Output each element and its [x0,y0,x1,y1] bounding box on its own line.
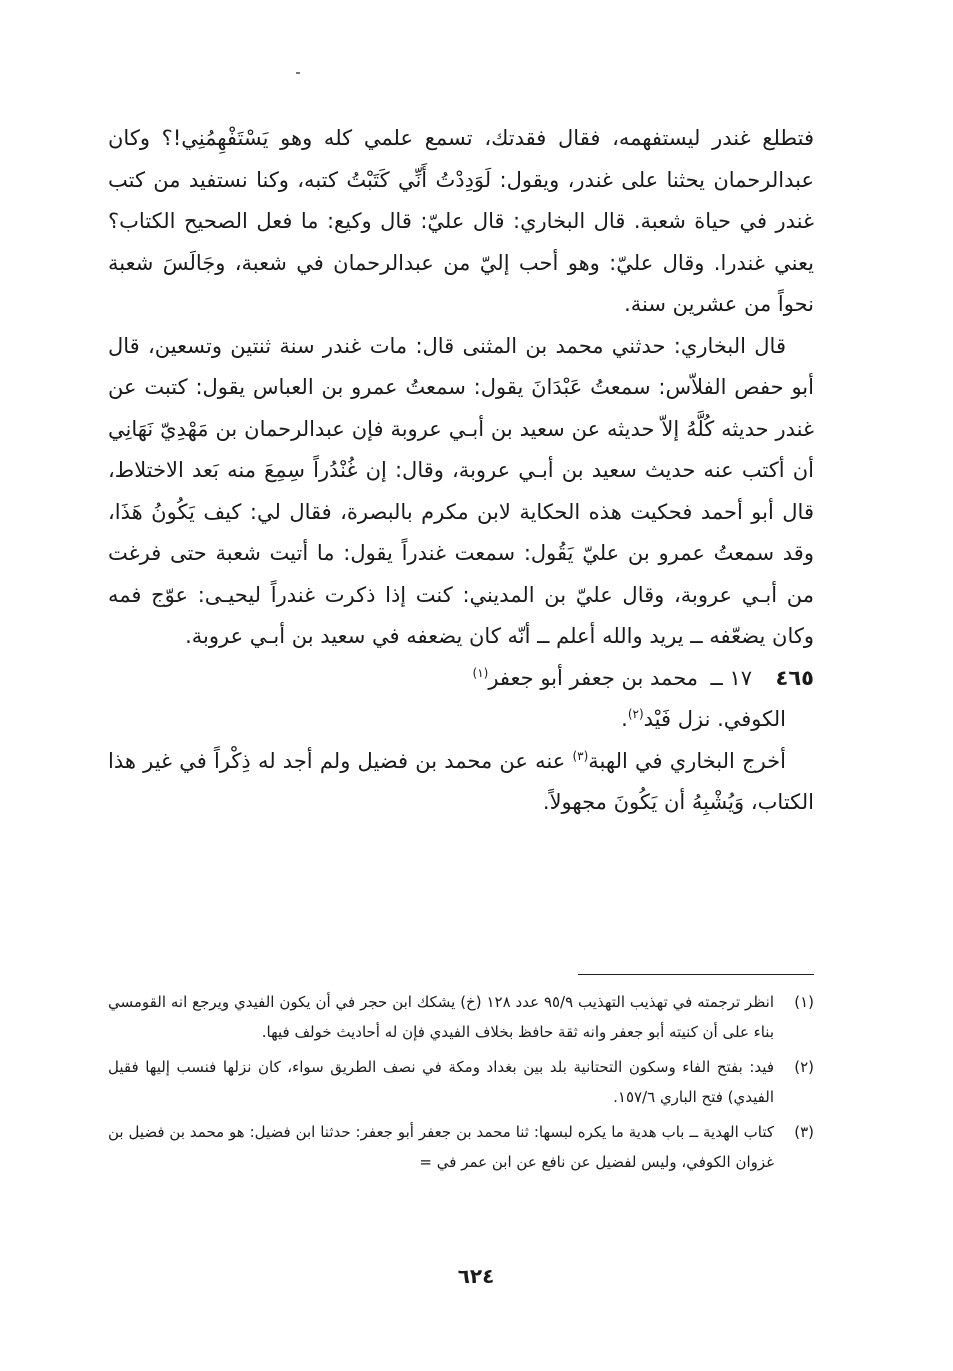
entry-number: ٤٦٥ [775,665,814,690]
footnote-ref-3: (٣) [572,748,589,763]
footnote-2 [108,1053,814,1112]
main-text [108,118,814,824]
footnote-text: انظر ترجمته في تهذيب التهذيب ٩٥/٩ عدد ١٢٨ (خ) يشكك ابن حجر في أن يكون الفيدي ويرجع انه القومسي بناء على أن كنيته أبو جعفر وانه ثقة حافظ بخلاف الفيدي فإن له أحاديث خولف فيها. [108,993,774,1041]
footnote-ref-1: (١) [472,665,489,680]
paragraph-2: قال البخاري: حدثني محمد بن المثنى قال: مات غندر سنة ثنتين وتسعين، قال أبو حفص الفلاّس: سمعتُ عَبْدَانَ يقول: سمعتُ عمرو بن العباس يقول: كتبت عن غندر حديثه كُلَّهُ إلاّ حديثه عن سعيد بن أبـي عروبة فإن عبدالرحمان بن مَهْدِيّ نَهَانِي أن أكتب عنه حديث سعيد بن أبـي عروبة، وقال: إن غُنْدُراً سِمِعَ منه بَعد الاختلاط، قال أبو أحمد فحكيت هذه الحكاية لابن مكرم بالبصرة، فقال لي: كيف يَكُونُ هَذَا، وقد سمعتُ عمرو بن عليّ يَقُول: سمعت غندراً يقول: ما أتيت شعبة حتى فرغت من أبـي عروبة، وقال عليّ بن المديني: كنت إذا ذكرت غندراً ليحيـى: عوّج فمه وكان يضعّفه ــ يريد والله أعلم ــ أنّه كان يضعفه في سعيد بن أبـي عروبة. [108,333,814,648]
scan-mark [296,72,300,74]
footnote-text: فيد: بفتح الفاء وسكون التحتانية بلد بين بغداد ومكة في نصف الطريق سواء، كان نزلها فنسب إليها فقيل الفيدي) فتح الباري ١٥٧/٦. [108,1058,774,1106]
footnote-text: كتاب الهدية ــ باب هدية ما يكره لبسها: ثنا محمد بن جعفر أبو جعفر: حدثنا ابن فضيل: هو محمد بن فضيل بن غزوان الكوفي، وليس لفضيل عن نافع عن ابن عمر في = [108,1123,774,1171]
entry-heading [108,658,814,700]
footnote-number: (٣) [794,1123,814,1141]
paragraph-3-text: الكوفي. نزل فَيْد [643,707,786,731]
paragraph-4-start: أخرج البخاري في الهبة [588,748,786,773]
footnote-number: (١) [794,993,814,1011]
page-number: ٦٢٤ [457,1264,495,1288]
paragraph-3 [108,699,814,741]
entry-name [108,658,698,700]
footnote-1 [108,988,814,1047]
entry-name-text: محمد بن جعفر أبو جعفر [488,665,698,690]
paragraph-4-rest: عنه عن محمد بن فضيل ولم أجد له ذِكْراً في غير هذا الكتاب، وَيُشْبِهُ أن يَكُونَ مجهولاً. [108,748,814,814]
footnote-separator [578,974,814,975]
footnote-number: (٢) [794,1058,814,1076]
footnote-3 [108,1118,814,1177]
footnote-ref-2: (٢) [627,707,644,721]
entry-sequence: ١٧ ــ [710,665,752,690]
paragraph-3-end: . [621,707,628,731]
footnotes [108,988,814,1183]
paragraph-4 [108,741,814,824]
paragraph-1: فتطلع غندر ليستفهمه، فقال فقدتك، تسمع علمي كله وهو يَسْتَفْهِمُنِي!؟ وكان عبدالرحمان يحثنا على غندر، ويقول: لَوَدِدْتُ أَنِّي كَتَبْتُ كتبه، وكنا نستفيد من كتب غندر في حياة شعبة. قال البخاري: قال عليّ: قال وكيع: ما فعل الصحيح الكتاب؟ يعني غندرا. وقال عليّ: وهو أحب إليّ من عبدالرحمان في شعبة، وجَالَسَ شعبة نحواً من عشرين سنة. [108,126,814,316]
